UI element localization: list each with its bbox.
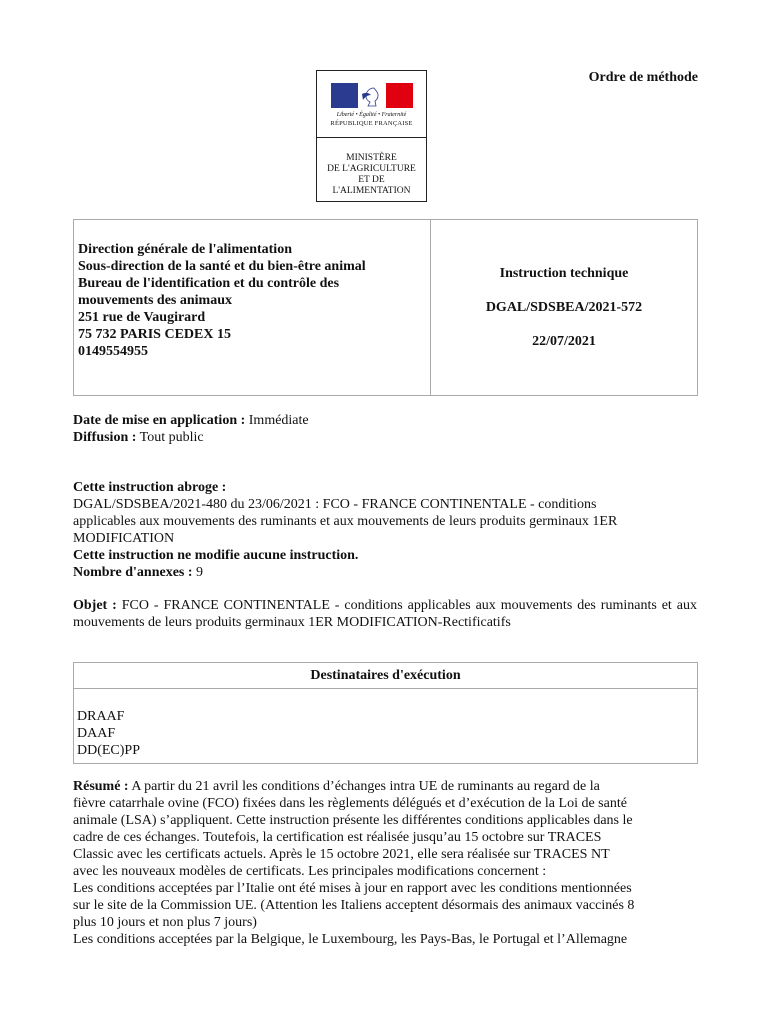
- abrogation-label: Cette instruction abroge :: [73, 480, 227, 495]
- objet-paragraph: Objet : FCO - FRANCE CONTINENTALE - conditions applicables aux mouvements des ruminants et aux mouvements de leurs produits germinaux 1ER MODIFICATION-Rectificatifs: [73, 598, 697, 630]
- destinataires-title: Destinataires d'exécution: [74, 663, 697, 689]
- document-type: Ordre de méthode: [588, 70, 698, 85]
- instruction-reference: DGAL/SDSBEA/2021-572: [485, 300, 643, 315]
- abrogation-block: Cette instruction abroge : DGAL/SDSBEA/2021-480 du 23/06/2021 : FCO - FRANCE CONTINENTALE - conditions applicables aux mouvements des ruminants et aux mouvements de leurs produits germinaux 1ER MODIFICATION Cette instruction ne modifie aucune instruction. Nombre d'annexes : 9: [73, 480, 618, 580]
- sender-cell: [74, 220, 431, 395]
- republic-motto: Liberté • Égalité • Fraternité: [336, 112, 407, 118]
- ministry-name: MINISTÈRE DE L'AGRICULTURE ET DE L'ALIMENTATION: [327, 153, 416, 196]
- resume-paragraph: Résumé : A partir du 21 avril les conditions d’échanges intra UE de ruminants au regard de la fièvre catarrhale ovine (FCO) fixées dans les règlements délégués et d’exécution de la Loi de santé animale (LSA) s’appliquent. Cette instruction présente les différentes conditions applicables dans le cadre de ces échanges. Toutefois, la certification est réalisée jusqu’au 15 octobre sur TRACES Classic avec les certificats actuels. Après le 15 octobre 2021, elle sera réalisée sur TRACES NT avec les nouveaux modèles de certificats. Les principales modifications concernent : Les conditions acceptées par l’Italie ont été mises à jour en rapport avec les conditions mentionnées sur le site de la Commission UE. (Attention les Italiens acceptent désormais des animaux vaccinés 8 plus 10 jours et non plus 7 jours) Les conditions acceptées par la Belgique, le Luxembourg, les Pays-Bas, le Portugal et l’Allemagne: [73, 779, 635, 947]
- sender-address: Direction générale de l'alimentation Sous-direction de la santé et du bien-être animal Bureau de l'identification et du contrôle des mouvements des animaux 251 rue de Vaugirard 75 732 PARIS CEDEX 15 0149554955: [78, 242, 366, 359]
- annexes-count: Nombre d'annexes : 9: [73, 565, 204, 580]
- marianne-icon: [360, 86, 382, 108]
- destinataires-table: [73, 662, 698, 764]
- instruction-cell: [431, 220, 697, 395]
- republic-name: RÉPUBLIQUE FRANÇAISE: [330, 120, 413, 127]
- list-item: DRAAF: [77, 709, 125, 724]
- modify-notice: Cette instruction ne modifie aucune instruction.: [73, 548, 359, 563]
- diffusion: Diffusion : Tout public: [73, 430, 204, 445]
- french-flag-icon: [331, 83, 413, 108]
- list-item: DAAF: [77, 726, 116, 741]
- application-date: Date de mise en application : Immédiate: [73, 413, 309, 428]
- instruction-title: Instruction technique: [499, 266, 629, 281]
- header-table: [73, 219, 698, 396]
- instruction-date: 22/07/2021: [532, 334, 596, 349]
- ministry-logo: [316, 70, 427, 202]
- list-item: DD(EC)PP: [77, 743, 141, 758]
- destinataires-list: [77, 708, 140, 759]
